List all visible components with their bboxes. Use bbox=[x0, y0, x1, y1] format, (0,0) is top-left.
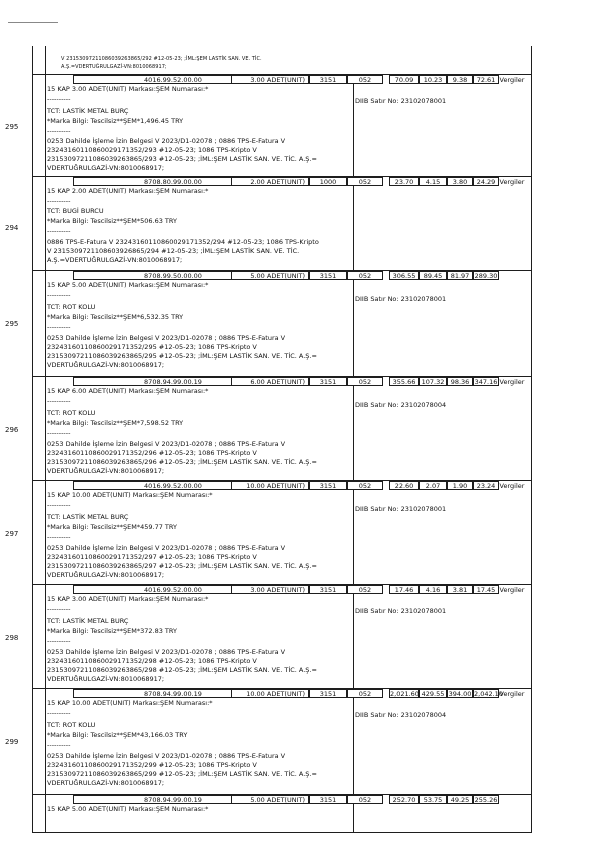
code1-cell: 3151 bbox=[309, 75, 347, 84]
row-number: 295 bbox=[5, 123, 19, 131]
items-table bbox=[5, 46, 532, 833]
column-divider bbox=[353, 594, 354, 688]
belge-line-2: 23243160110860029171352/298 #12-05-23; 1086 TPS-Kripto V bbox=[47, 657, 257, 665]
value2-cell: 10.23 bbox=[419, 75, 447, 84]
value3-cell: 9.38 bbox=[447, 75, 473, 84]
code1-cell: 3151 bbox=[309, 795, 347, 804]
belge-line-4: VDERTUĞRULGAZİ-VN:8010068917; bbox=[47, 361, 165, 369]
belge-line-2: 23243160110860029171352/295 #12-05-23; 1086 TPS-Kripto V bbox=[47, 343, 257, 351]
kap-text: 15 KAP 5.00 ADET(UNIT) Markası:ŞEM Numarası:* bbox=[47, 805, 209, 813]
tct-text: TCT: BUGİ BURCU bbox=[47, 207, 104, 215]
column-divider bbox=[353, 490, 354, 584]
value3-cell: 49.25 bbox=[447, 795, 473, 804]
row-number-divider bbox=[45, 46, 46, 832]
value4-cell: 24.29 bbox=[473, 177, 499, 186]
dash-line-2: ---------- bbox=[47, 127, 71, 135]
code2-cell: 052 bbox=[347, 377, 383, 386]
quantity-cell: 3.00 ADET(UNIT) bbox=[231, 585, 309, 594]
tct-text: TCT: ROT KOLU bbox=[47, 721, 96, 729]
value2-cell: 89.45 bbox=[419, 271, 447, 280]
value4-cell: 255.26 bbox=[474, 796, 498, 804]
belge-line-4: VDERTUĞRULGAZİ-VN:8010068917; bbox=[47, 779, 165, 787]
belge-line-4: VDERTUĞRULGAZİ-VN:8010068917; bbox=[47, 164, 165, 172]
vergiler-label: Vergiler bbox=[499, 378, 525, 386]
column-divider bbox=[353, 280, 354, 376]
belge-line-2: V 2315309721108603926865/294 #12-05-23; ;İML:ŞEM LASTİK SAN. VE. TİC. bbox=[47, 247, 300, 255]
dash-line-2: ---------- bbox=[47, 429, 71, 437]
code2-cell: 052 bbox=[347, 177, 383, 186]
belge-line-2: 23243160110860029171352/299 #12-05-23; 1086 TPS-Kripto V bbox=[47, 761, 257, 769]
value2-cell: 4.15 bbox=[419, 177, 447, 186]
dash-line: ---------- bbox=[47, 605, 71, 613]
column-divider bbox=[353, 698, 354, 794]
belge-line-1: 0253 Dahilde İşleme İzin Belgesi V 2023/D1-02078 ; 0886 TPS-E-Fatura V bbox=[47, 752, 286, 760]
code2-cell: 052 bbox=[347, 75, 383, 84]
value1-cell: 306.55 bbox=[389, 271, 419, 280]
belge-line-4: VDERTUĞRULGAZİ-VN:8010068917; bbox=[47, 675, 165, 683]
belge-line-1: 0253 Dahilde İşleme İzin Belgesi V 2023/D1-02078 ; 0886 TPS-E-Fatura V bbox=[47, 137, 286, 145]
code2-cell: 052 bbox=[347, 795, 383, 804]
gtip-cell: 8708.94.99.00.19 bbox=[73, 689, 273, 698]
code1-cell: 3151 bbox=[309, 585, 347, 594]
dib-satir-no: DIIB Satır No: 23102078001 bbox=[355, 97, 447, 105]
kap-text: 15 KAP 6.00 ADET(UNIT) Markası:ŞEM Numarası:* bbox=[47, 387, 209, 395]
dib-satir-no: DIIB Satır No: 23102078001 bbox=[355, 505, 447, 513]
code2-cell: 052 bbox=[347, 481, 383, 490]
kap-text: 15 KAP 10.00 ADET(UNIT) Markası:ŞEM Numarası:* bbox=[47, 491, 213, 499]
value1-cell: 22.60 bbox=[389, 481, 419, 490]
header-rule bbox=[8, 22, 58, 23]
tct-text: TCT: LASTİK METAL BURÇ bbox=[47, 513, 129, 521]
value3-cell: 98.36 bbox=[447, 377, 473, 386]
marka-text: *Marka Bilgi: Tescilsiz**ŞEM*43,166.03 TRY bbox=[47, 731, 188, 739]
vergiler-label: Vergiler bbox=[499, 178, 525, 186]
value1-cell: 355.66 bbox=[389, 377, 419, 386]
dib-satir-no: DIIB Satır No: 23102078001 bbox=[355, 607, 447, 615]
row-number: 297 bbox=[5, 530, 19, 538]
value2-cell: 107.32 bbox=[419, 377, 447, 386]
kap-text: 15 KAP 2.00 ADET(UNIT) Markası:ŞEM Numarası:* bbox=[47, 187, 209, 195]
vergiler-label: Vergiler bbox=[499, 586, 525, 594]
column-divider bbox=[353, 386, 354, 480]
dash-line-2: ---------- bbox=[47, 227, 71, 235]
kap-text: 15 KAP 10.00 ADET(UNIT) Markası:ŞEM Numarası:* bbox=[47, 699, 213, 707]
tct-text: TCT: ROT KOLU bbox=[47, 409, 96, 417]
dash-line: ---------- bbox=[47, 397, 71, 405]
dash-line: ---------- bbox=[47, 291, 71, 299]
marka-text: *Marka Bilgi: Tescilsiz**ŞEM*7,598.52 TRY bbox=[47, 419, 184, 427]
kap-text: 15 KAP 3.00 ADET(UNIT) Markası:ŞEM Numarası:* bbox=[47, 595, 209, 603]
code2-cell: 052 bbox=[347, 585, 383, 594]
value4-cell: 23.24 bbox=[473, 481, 499, 490]
quantity-cell: 5.00 ADET(UNIT) bbox=[231, 271, 309, 280]
vergiler-label: Vergiler bbox=[499, 690, 525, 698]
belge-line-3: 23153097211086039263865/296 #12-05-23; ;İML:ŞEM LASTİK SAN. VE. TİC. A.Ş.= bbox=[47, 458, 317, 466]
tct-text: TCT: LASTİK METAL BURÇ bbox=[47, 107, 129, 115]
vergiler-label: Vergiler bbox=[499, 76, 525, 84]
code1-cell: 3151 bbox=[309, 689, 347, 698]
marka-text: *Marka Bilgi: Tescilsiz**ŞEM*1,496.45 TRY bbox=[47, 117, 184, 125]
value4-cell: 17.45 bbox=[473, 585, 499, 594]
value4-cell: 2,042.10 bbox=[474, 690, 503, 698]
code1-cell: 3151 bbox=[309, 271, 347, 280]
tct-text: TCT: LASTİK METAL BURÇ bbox=[47, 617, 129, 625]
belge-line-2: 23243160110860029171352/296 #12-05-23; 1086 TPS-Kripto V bbox=[47, 449, 257, 457]
dib-satir-no: DIIB Satır No: 23102078004 bbox=[355, 711, 447, 719]
dash-line-2: ---------- bbox=[47, 741, 71, 749]
dash-line: ---------- bbox=[47, 501, 71, 509]
code2-cell: 052 bbox=[347, 689, 383, 698]
row-number: 296 bbox=[5, 426, 19, 434]
belge-line-1: 0253 Dahilde İşleme İzin Belgesi V 2023/D1-02078 ; 0886 TPS-E-Fatura V bbox=[47, 544, 286, 552]
dash-line: ---------- bbox=[47, 95, 71, 103]
value3-cell: 394.00 bbox=[448, 690, 472, 698]
value2-cell: 53.75 bbox=[419, 795, 447, 804]
belge-line-2: 23243160110860029171352/293 #12-05-23; 1086 TPS-Kripto V bbox=[47, 146, 257, 154]
gtip-cell: 4016.99.52.00.00 bbox=[73, 75, 273, 84]
column-divider bbox=[353, 186, 354, 270]
quantity-cell: 5.00 ADET(UNIT) bbox=[231, 795, 309, 804]
vergiler-label: Vergiler bbox=[499, 482, 525, 490]
marka-text: *Marka Bilgi: Tescilsiz**ŞEM*6,532.35 TRY bbox=[47, 313, 184, 321]
gtip-cell: 8708.94.99.00.19 bbox=[73, 795, 273, 804]
value1-cell: 252.70 bbox=[389, 795, 419, 804]
quantity-cell: 2.00 ADET(UNIT) bbox=[231, 177, 309, 186]
kap-text: 15 KAP 5.00 ADET(UNIT) Markası:ŞEM Numarası:* bbox=[47, 281, 209, 289]
value1-cell: 70.09 bbox=[389, 75, 419, 84]
quantity-cell: 6.00 ADET(UNIT) bbox=[231, 377, 309, 386]
row-number: 295 bbox=[5, 320, 19, 328]
marka-text: *Marka Bilgi: Tescilsiz**ŞEM*372.83 TRY bbox=[47, 627, 177, 635]
value1-cell: 2,021.60 bbox=[390, 690, 419, 698]
gtip-cell: 8708.80.99.00.00 bbox=[73, 177, 273, 186]
quantity-cell: 3.00 ADET(UNIT) bbox=[231, 75, 309, 84]
column-divider bbox=[353, 804, 354, 832]
kap-text: 15 KAP 3.00 ADET(UNIT) Markası:ŞEM Numarası:* bbox=[47, 85, 209, 93]
value3-cell: 3.81 bbox=[447, 585, 473, 594]
belge-line-3: 23153097211086039263865/299 #12-05-23; ;İML:ŞEM LASTİK SAN. VE. TİC. A.Ş.= bbox=[47, 770, 317, 778]
belge-line-4: VDERTUĞRULGAZİ-VN:8010068917; bbox=[47, 467, 165, 475]
gtip-cell: 8708.94.99.00.19 bbox=[73, 377, 273, 386]
value2-cell: 4.16 bbox=[419, 585, 447, 594]
belge-line-2: 23243160110860029171352/297 #12-05-23; 1086 TPS-Kripto V bbox=[47, 553, 257, 561]
marka-text: *Marka Bilgi: Tescilsiz**ŞEM*459.77 TRY bbox=[47, 523, 177, 531]
gtip-cell: 8708.99.50.00.00 bbox=[73, 271, 273, 280]
value3-cell: 3.80 bbox=[447, 177, 473, 186]
row-number: 298 bbox=[5, 634, 19, 642]
belge-line-3: 23153097211086039263865/297 #12-05-23; ;İML:ŞEM LASTİK SAN. VE. TİC. A.Ş.= bbox=[47, 562, 317, 570]
code1-cell: 3151 bbox=[309, 377, 347, 386]
dib-satir-no: DIIB Satır No: 23102078004 bbox=[355, 401, 447, 409]
value4-cell: 347.16 bbox=[474, 378, 498, 386]
gtip-cell: 4016.99.52.00.00 bbox=[73, 585, 273, 594]
top-fragment-line-2: A.Ş.=VDERTUĞRULGAZİ-VN:8010068917; bbox=[61, 64, 167, 70]
belge-line-3: 23153097211086039263865/295 #12-05-23; ;İML:ŞEM LASTİK SAN. VE. TİC. A.Ş.= bbox=[47, 352, 317, 360]
dash-line-2: ---------- bbox=[47, 323, 71, 331]
dash-line: ---------- bbox=[47, 197, 71, 205]
marka-text: *Marka Bilgi: Tescilsiz**ŞEM*506.63 TRY bbox=[47, 217, 177, 225]
belge-line-3: 23153097211086039263865/293 #12-05-23; ;İML:ŞEM LASTİK SAN. VE. TİC. A.Ş.= bbox=[47, 155, 317, 163]
dash-line: ---------- bbox=[47, 709, 71, 717]
value1-cell: 17.46 bbox=[389, 585, 419, 594]
belge-line-1: 0253 Dahilde İşleme İzin Belgesi V 2023/D1-02078 ; 0886 TPS-E-Fatura V bbox=[47, 648, 286, 656]
top-fragment-line-1: V 23153097211086039263865/292 #12-05-23; ;İML:ŞEM LASTİK SAN. VE. TİC. bbox=[61, 56, 262, 62]
code2-cell: 052 bbox=[347, 271, 383, 280]
dash-line-2: ---------- bbox=[47, 533, 71, 541]
belge-line-1: 0886 TPS-E-Fatura V 23243160110860029171352/294 #12-05-23; 1086 TPS-Kripto bbox=[47, 238, 319, 246]
value3-cell: 1.90 bbox=[447, 481, 473, 490]
code1-cell: 3151 bbox=[309, 481, 347, 490]
belge-line-3: A.Ş.=VDERTUĞRULGAZİ-VN:8010068917; bbox=[47, 256, 183, 264]
value3-cell: 81.97 bbox=[447, 271, 473, 280]
quantity-cell: 10.00 ADET(UNIT) bbox=[231, 481, 309, 490]
gtip-cell: 4016.99.52.00.00 bbox=[73, 481, 273, 490]
belge-line-1: 0253 Dahilde İşleme İzin Belgesi V 2023/D1-02078 ; 0886 TPS-E-Fatura V bbox=[47, 440, 286, 448]
code1-cell: 1000 bbox=[309, 177, 347, 186]
dib-satir-no: DIIB Satır No: 23102078001 bbox=[355, 295, 447, 303]
belge-line-3: 23153097211086039263865/298 #12-05-23; ;İML:ŞEM LASTİK SAN. VE. TİC. A.Ş.= bbox=[47, 666, 317, 674]
belge-line-1: 0253 Dahilde İşleme İzin Belgesi V 2023/D1-02078 ; 0886 TPS-E-Fatura V bbox=[47, 334, 286, 342]
row-number: 294 bbox=[5, 224, 19, 232]
value4-cell: 72.61 bbox=[473, 75, 499, 84]
dash-line-2: ---------- bbox=[47, 637, 71, 645]
value4-cell: 289.30 bbox=[474, 272, 498, 280]
tct-text: TCT: ROT KOLU bbox=[47, 303, 96, 311]
value1-cell: 23.70 bbox=[389, 177, 419, 186]
belge-line-4: VDERTUĞRULGAZİ-VN:8010068917; bbox=[47, 571, 165, 579]
row-number: 299 bbox=[5, 738, 19, 746]
column-divider bbox=[353, 84, 354, 176]
value2-cell: 2.07 bbox=[419, 481, 447, 490]
value2-cell: 429.55 bbox=[419, 689, 447, 698]
quantity-cell: 10.00 ADET(UNIT) bbox=[231, 689, 309, 698]
